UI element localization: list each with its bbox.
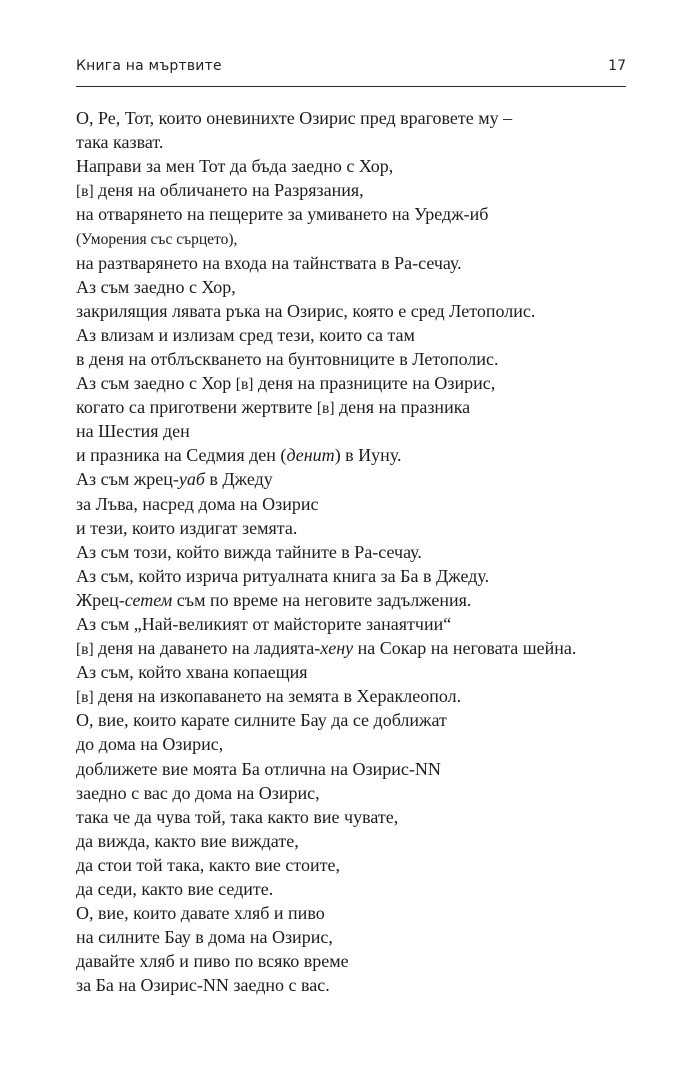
text-line (76, 973, 636, 997)
text-line (76, 178, 636, 202)
text-segment: Аз съм „Най-великият от майсторите занаятчии“ (76, 613, 452, 634)
text-line (76, 251, 636, 275)
text-segment: Аз съм заедно с Хор (76, 373, 236, 394)
text-segment: давайте хляб и пиво по всяко време (76, 951, 349, 972)
editorial-insertion: [в] (235, 376, 254, 394)
text-line (76, 660, 636, 684)
italic-term: хену (320, 638, 354, 659)
text-line (76, 419, 636, 443)
text-segment: съм по време на неговите задължения. (172, 589, 472, 610)
editorial-insertion: [в] (316, 400, 335, 418)
text-segment: на разтварянето на входа на тайнствата в Ра-сечау. (76, 252, 462, 273)
poem-text (76, 106, 636, 997)
text-line (76, 853, 636, 877)
text-segment: да вижда, както вие виждате, (76, 830, 299, 851)
text-segment: деня на обличането на Разрязания, (93, 180, 364, 201)
text-segment: да стои той така, както вие стоите, (76, 854, 341, 875)
text-line (76, 588, 636, 612)
text-segment: за Ба на Озирис-NN заедно с вас. (76, 975, 330, 996)
text-segment: О, вие, които карате силните Бау да се доближат (76, 710, 447, 731)
text-line (76, 684, 636, 708)
text-segment: да седи, както вие седите. (76, 879, 274, 899)
text-segment: Аз съм жрец- (76, 469, 179, 490)
text-segment: така че да чува той, така както вие чувате, (76, 806, 399, 827)
text-segment: деня на празника (334, 397, 471, 418)
text-segment: Направи за мен Тот да бъда заедно с Хор, (76, 156, 394, 177)
text-segment: на силните Бау в дома на Озирис, (76, 927, 333, 948)
text-line (76, 877, 636, 901)
italic-term: сетем (124, 589, 173, 610)
text-segment: О, вие, които давате хляб и пиво (76, 903, 325, 924)
text-line (76, 154, 636, 178)
text-line (76, 130, 636, 154)
text-segment: на отварянето на пещерите за умиването на Уредж-иб (76, 204, 489, 225)
text-line (76, 805, 636, 829)
text-line (76, 540, 636, 564)
text-segment: деня на празниците на Озирис, (253, 373, 496, 394)
text-segment: до дома на Озирис, (76, 734, 224, 755)
text-line (76, 757, 636, 781)
editorial-insertion: (Уморения със сърцето), (76, 231, 238, 249)
text-segment: заедно с вас до дома на Озирис, (76, 782, 320, 803)
text-segment: закрилящия лявата ръка на Озирис, която е сред Летополис. (76, 300, 536, 321)
text-segment: и тези, които издигат земята. (76, 517, 298, 538)
text-line (76, 564, 636, 588)
editorial-insertion: [в] (76, 689, 94, 707)
page-header (76, 56, 626, 87)
italic-term: уаб (178, 469, 205, 490)
text-segment: когато са приготвени жертвите (76, 397, 317, 418)
text-line (76, 202, 636, 226)
text-segment: Аз влизам и излизам сред тези, които са там (76, 324, 415, 345)
text-line (76, 467, 636, 491)
text-segment: на Сокар на неговата шейна. (353, 638, 577, 659)
text-segment: ) в Иуну. (334, 445, 402, 466)
text-segment: така казват. (76, 132, 164, 153)
text-segment: в Джеду (204, 469, 273, 490)
text-segment: Аз съм този, който вижда тайните в Ра-сечау. (76, 541, 422, 562)
text-segment: деня на изкопаването на земята в Хераклеопол. (93, 686, 462, 707)
italic-term: денит (286, 445, 335, 466)
text-line (76, 925, 636, 949)
text-line (76, 829, 636, 853)
text-segment: на Шестия ден (76, 421, 190, 442)
text-segment: деня на даването на ладията- (93, 638, 321, 659)
text-segment: О, Ре, Тот, които оневинихте Озирис пред враговете му – (76, 108, 513, 128)
text-line (76, 347, 636, 371)
text-line (76, 371, 636, 395)
text-line (76, 732, 636, 756)
text-line (76, 901, 636, 925)
text-line (76, 226, 636, 250)
text-segment: Аз съм, който хвана копаещия (76, 662, 308, 683)
text-line (76, 299, 636, 323)
text-line (76, 516, 636, 540)
text-line (76, 612, 636, 636)
text-line (76, 492, 636, 516)
text-line (76, 323, 636, 347)
editorial-insertion: [в] (76, 183, 94, 201)
text-line (76, 395, 636, 419)
text-segment: в деня на отблъскването на бунтовниците в Летополис. (76, 348, 499, 369)
text-segment: доближете вие моята Ба отлична на Озирис-NN (76, 758, 441, 779)
running-title: Книга на мъртвите (76, 58, 222, 74)
text-line (76, 781, 636, 805)
text-segment: за Лъва, насред дома на Озирис (76, 493, 319, 514)
text-segment: Аз съм, който изрича ритуалната книга за Ба в Джеду. (76, 565, 490, 586)
text-line (76, 708, 636, 732)
text-line (76, 275, 636, 299)
editorial-insertion: [в] (76, 641, 94, 659)
page-number: 17 (608, 58, 626, 74)
text-segment: Аз съм заедно с Хор, (76, 276, 236, 297)
text-segment: Жрец- (76, 589, 125, 610)
text-line (76, 106, 636, 130)
text-line (76, 443, 636, 467)
text-line (76, 949, 636, 973)
text-line (76, 636, 636, 660)
text-segment: и празника на Седмия ден ( (76, 445, 287, 466)
